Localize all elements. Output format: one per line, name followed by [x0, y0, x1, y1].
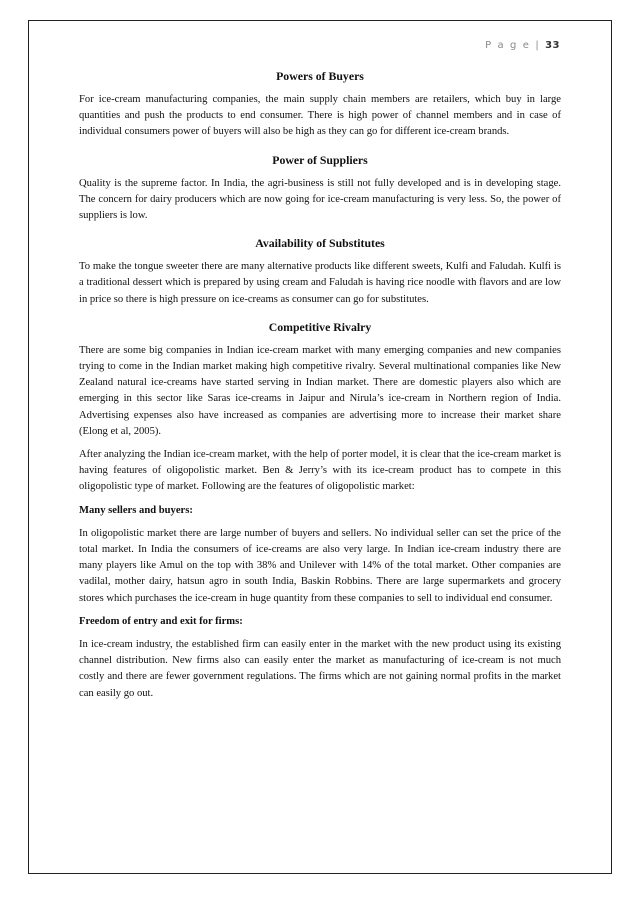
document-body [79, 68, 561, 709]
page-label: P a g e [485, 40, 531, 51]
heading-competitive-rivalry: Competitive Rivalry [268, 319, 372, 334]
paragraph-buyers: For ice-cream manufacturing companies, the main supply chain members are retailers, which buy in large quantities and push the products to end consumer. There is high power of channel members and in case of individual consumers power of buyers will also be high as they can go for different ice-cream brands. [79, 94, 561, 138]
paragraph-rivalry-1: There are some big companies in Indian ice-cream market with many emerging companies and new companies trying to come in the Indian market making high competitive rivalry. Several multinational companies like New Zealand natural ice-creams have started serving in Indian market. There are domestic players also which are emerging in this sector like Saras ice-creams in Jaipur and Nirula’s ice-cream in Northern region of India. Advertising expenses also have increased as companies are advertising more to increase their market share (Elong et al, 2005). [79, 344, 561, 437]
subheading-freedom-entry-exit: Freedom of entry and exit for firms: [79, 615, 243, 627]
heading-powers-of-buyers: Powers of Buyers [276, 69, 364, 83]
paragraph-rivalry-2: After analyzing the Indian ice-cream market, with the help of porter model, it is clear that the ice-cream market is having features of oligopolistic market. Ben & Jerry’s with its ice-cream product has to compete in this oligopolistic type of market. Following are the features of oligopolistic market: [79, 449, 561, 493]
paragraph-many-sellers: In oligopolistic market there are large number of buyers and sellers. No individual seller can set the price of the total market. In India the consumers of ice-creams are also very large. In Indian ice-cream industry there are many players like Amul on the top with 38% and Unilever with 14% of the total market. Other companies are vadilal, mother dairy, hatsun agro in south India, Baskin Robbins. There are large supermarkets and grocery stores which purchases the ice-cream in huge quantity from these companies to sell to individual end consumer. [79, 527, 561, 604]
heading-availability-of-substitutes: Availability of Substitutes [255, 236, 385, 251]
paragraph-freedom-entry-exit: In ice-cream industry, the established firm can easily enter in the market with the new product using its existing channel distribution. New firms also can easily enter the market as manufacturing of ice-cream is not much costly and there are fewer government regulations. The firms which are not gaining normal profits in the market can easily go out. [79, 639, 561, 699]
page-separator: | [535, 40, 541, 51]
paragraph-substitutes: To make the tongue sweeter there are many alternative products like different sweets, Kulfi and Faludah. Kulfi is a traditional dessert which is prepared by using cream and Faludah is having rice noodle with flavors and are low in price so there is high pressure on ice-creams as consumer can go for substitutes. [79, 261, 561, 305]
page-header [485, 40, 560, 51]
subheading-many-sellers: Many sellers and buyers: [79, 504, 193, 516]
heading-power-of-suppliers: Power of Suppliers [272, 152, 368, 167]
paragraph-suppliers: Quality is the supreme factor. In India, the agri-business is still not fully developed and is in developing stage. The concern for dairy producers which are now going for ice-cream manufacturing is very less. So, the power of suppliers is low. [79, 177, 561, 222]
page-number: 33 [545, 40, 560, 51]
